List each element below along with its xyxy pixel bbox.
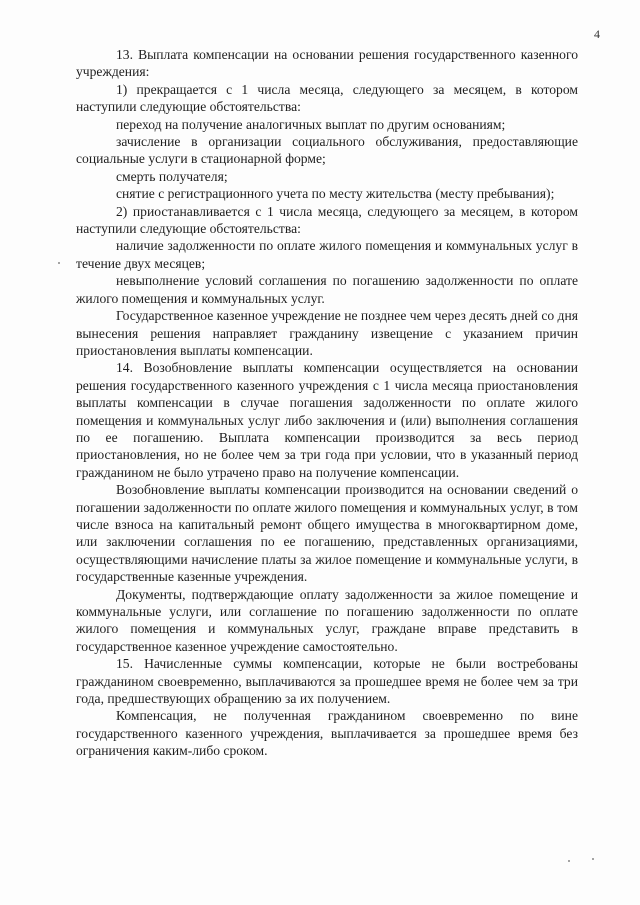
list-item: наличие задолженности по оплате жилого помещения и коммунальных услуг в течение двух месяцев; [76, 238, 578, 271]
document-body [76, 46, 578, 760]
paragraph-14: 14. Возобновление выплаты компенсации осуществляется на основании решения государственного казенного учреждения с 1 числа месяца приостановления выплаты компенсации в случае погашения задолженности по оплате жилого помещения и коммунальных услуг либо заключения и (или) выполнения соглашения по ее погашению. Выплата компенсации производится за весь период приостановления, но не более чем за три года при условии, что в указанный период гражданином не было утрачено право на получение компенсации. [76, 360, 578, 480]
scan-speck [58, 262, 60, 264]
paragraph-13-heading: 13. Выплата компенсации на основании решения государственного казенного учреждения: [76, 47, 578, 80]
paragraph-13-2: 2) приостанавливается с 1 числа месяца, следующего за месяцем, в котором наступили следующие обстоятельства: [76, 203, 578, 237]
scan-speck [568, 860, 570, 862]
list-item: переход на получение аналогичных выплат по другим основаниям; [116, 116, 506, 132]
list-item: невыполнение условий соглашения по погашению задолженности по оплате жилого помещения и коммунальных услуг. [76, 273, 578, 306]
list-item: снятие с регистрационного учета по месту жительства (месту пребывания); [116, 186, 555, 202]
paragraph-14-resumption: Возобновление выплаты компенсации производится на основании сведений о погашении задолженности по оплате жилого помещения и коммунальных услуг, в том числе взноса на капитальный ремонт общего имущества в многоквартирном доме, или заключении соглашения по ее погашению, представленных организациями, осуществляющими начисление платы за жилое помещение и коммунальные услуги, в государственные казенные учреждения. [76, 482, 578, 585]
paragraph-14-documents: Документы, подтверждающие оплату задолженности за жилое помещение и коммунальные услуги, или соглашение по погашению задолженности по оплате жилого помещения и коммунальных услуг, граждане вправе представить в государственное казенное учреждение самостоятельно. [76, 586, 578, 654]
list-item: смерть получателя; [116, 168, 228, 184]
scan-speck [592, 858, 594, 860]
paragraph-notice: Государственное казенное учреждение не позднее чем через десять дней со дня вынесения решения направляет гражданину извещение с указанием причин приостановления выплаты компенсации. [76, 308, 578, 358]
paragraph-13-1: 1) прекращается с 1 числа месяца, следующего за месяцем, в котором наступили следующие обстоятельства: [76, 81, 578, 115]
list-item: зачисление в организации социального обслуживания, предоставляющие социальные услуги в стационарной форме; [76, 134, 578, 167]
paragraph-15-compensation: Компенсация, не полученная гражданином своевременно по вине государственного казенного учреждения, выплачивается за прошедшее время без ограничения каким-либо сроком. [76, 708, 578, 759]
page-number: 4 [594, 27, 600, 41]
paragraph-15: 15. Начисленные суммы компенсации, которые не были востребованы гражданином своевременно, выплачиваются за прошедшее время не более чем за три года, предшествующих обращению за их получением. [76, 656, 578, 707]
